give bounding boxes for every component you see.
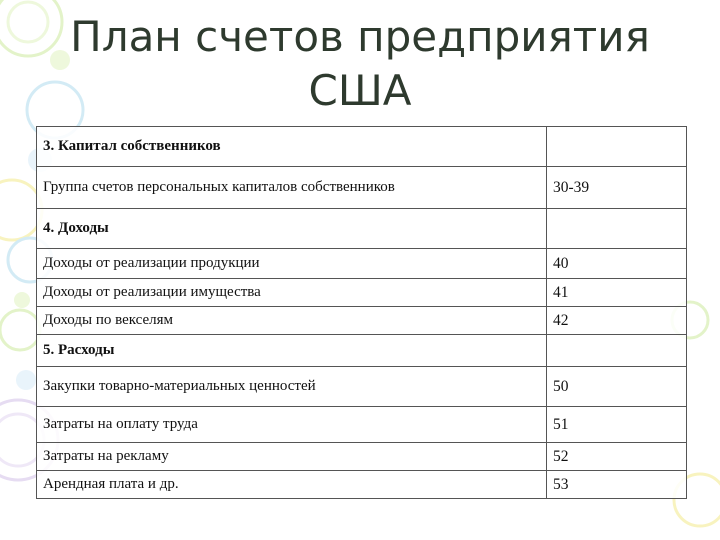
row-label: Арендная плата и др.	[37, 471, 547, 499]
row-label: Закупки товарно-материальных ценностей	[37, 367, 547, 407]
row-label: Доходы по векселям	[37, 307, 547, 335]
table-row	[37, 249, 687, 279]
accounts-table	[36, 126, 687, 499]
row-label: Затраты на оплату труда	[37, 407, 547, 443]
table-row	[37, 279, 687, 307]
row-code: 40	[547, 249, 687, 279]
row-label: 4. Доходы	[37, 209, 547, 249]
row-code: 42	[547, 307, 687, 335]
row-label: 3. Капитал собственников	[37, 127, 547, 167]
slide-title-line1: План счетов предприятия	[70, 12, 650, 61]
table-row	[37, 367, 687, 407]
row-code: 53	[547, 471, 687, 499]
row-code	[547, 335, 687, 367]
slide-title	[0, 10, 720, 118]
row-code	[547, 127, 687, 167]
row-label: Затраты на рекламу	[37, 443, 547, 471]
table-row	[37, 443, 687, 471]
row-code: 52	[547, 443, 687, 471]
table-row-section	[37, 335, 687, 367]
table-row	[37, 307, 687, 335]
row-code: 30-39	[547, 167, 687, 209]
row-label: 5. Расходы	[37, 335, 547, 367]
row-label: Группа счетов персональных капиталов собственников	[37, 167, 547, 209]
row-code: 50	[547, 367, 687, 407]
row-code	[547, 209, 687, 249]
table-row	[37, 407, 687, 443]
row-label: Доходы от реализации имущества	[37, 279, 547, 307]
row-code: 51	[547, 407, 687, 443]
table-row	[37, 167, 687, 209]
slide-title-line2: США	[308, 66, 412, 115]
row-code: 41	[547, 279, 687, 307]
table-row	[37, 471, 687, 499]
table-row-section	[37, 209, 687, 249]
row-label: Доходы от реализации продукции	[37, 249, 547, 279]
table-row-section	[37, 127, 687, 167]
